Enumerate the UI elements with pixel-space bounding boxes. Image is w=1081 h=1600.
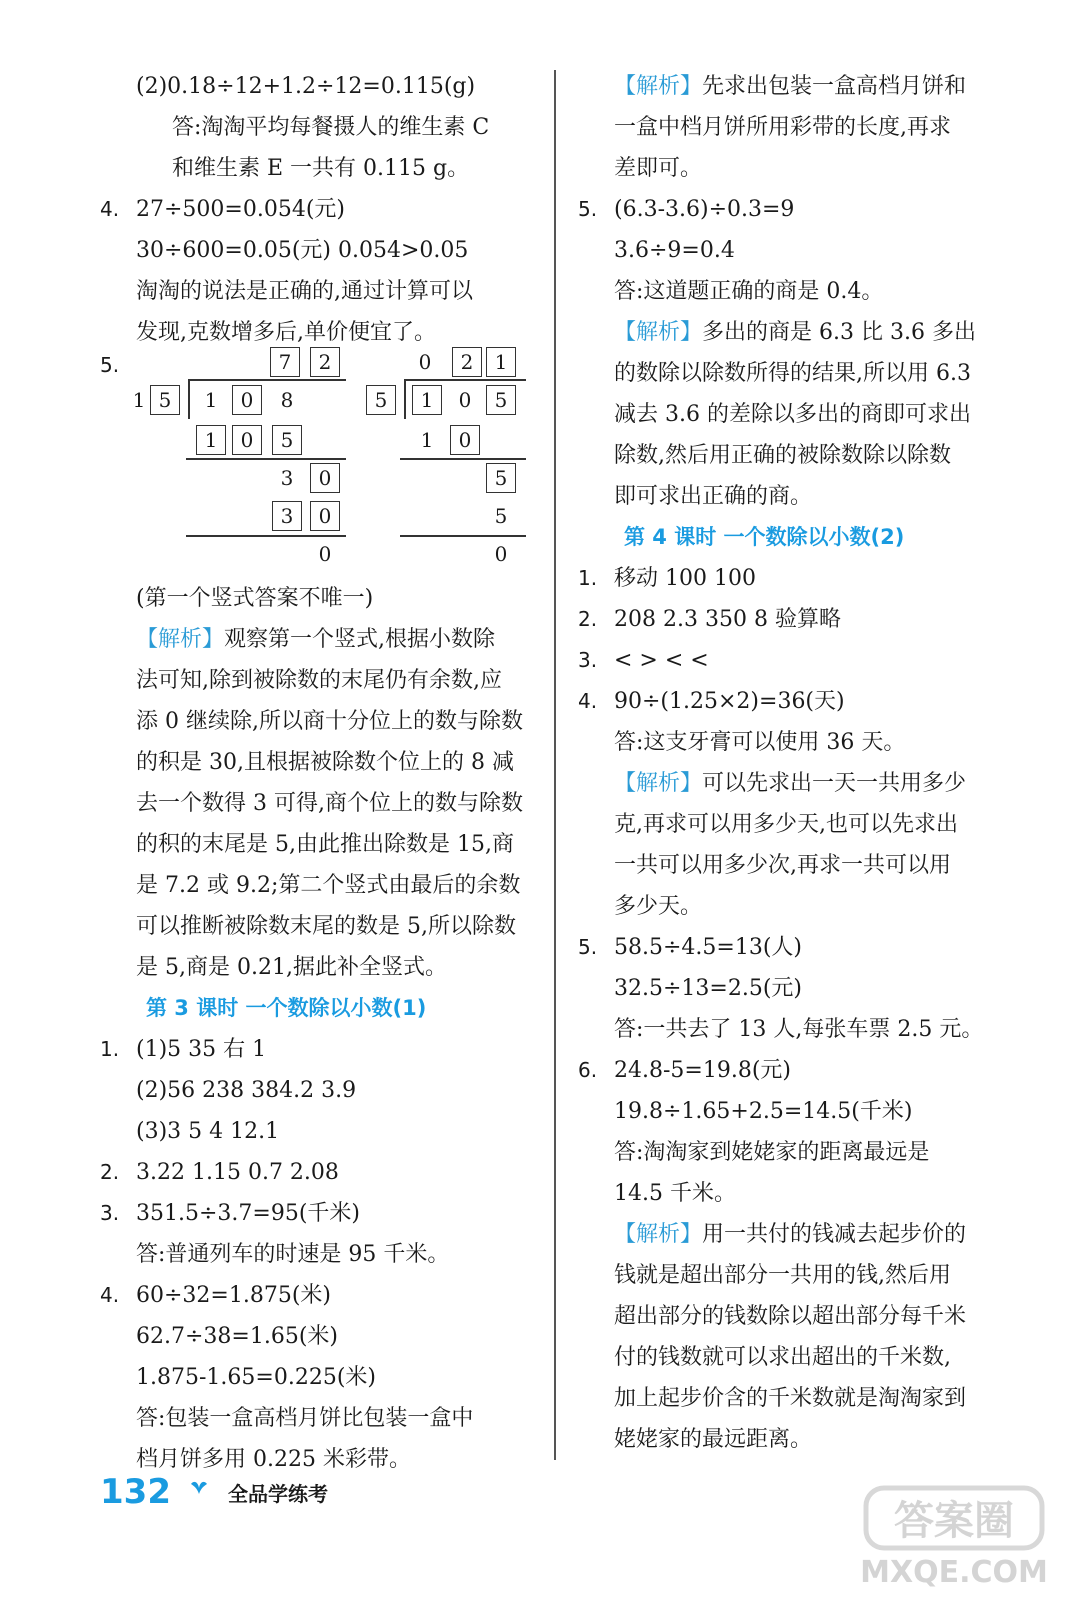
answer-text: 档月饼多用 0.225 米彩带。 <box>136 1447 411 1472</box>
explanation-text: 超出部分的钱数除以超出部分每千米 <box>614 1304 967 1329</box>
answer-line <box>578 230 1038 271</box>
answer-text: 移动 100 100 <box>614 566 756 591</box>
question-number: 2. <box>100 1160 120 1184</box>
dividend-digit: 0 <box>458 388 472 412</box>
answer-box: 2 <box>310 347 340 377</box>
remainder-digit: 0 <box>318 542 332 566</box>
answer-box: 3 <box>272 501 302 531</box>
answer-line <box>578 1091 1038 1132</box>
answer-text: 和维生素 E 一共有 0.115 g。 <box>172 156 470 181</box>
dividend-digit: 1 <box>204 388 218 412</box>
answer-line <box>100 1111 540 1152</box>
question-number: 4. <box>100 1283 120 1307</box>
explanation-text: 克,再求可以用多少天,也可以先求出 <box>614 812 958 837</box>
question-2 <box>578 599 1038 640</box>
question-3 <box>100 1193 540 1234</box>
explanation-text: 是 7.2 或 9.2;第二个竖式由最后的余数 <box>136 873 521 898</box>
product-digit: 5 <box>494 504 508 528</box>
answer-text: 答:普通列车的时速是 95 千米。 <box>136 1242 450 1267</box>
product-digit: 1 <box>420 428 434 452</box>
explanation-text: 的数除以除数所得的结果,所以用 6.3 <box>614 361 971 386</box>
explanation-line <box>578 148 1038 189</box>
question-number: 5. <box>578 197 598 221</box>
subtraction-line <box>186 458 346 460</box>
answer-line <box>100 148 540 189</box>
explanation-line <box>100 824 540 865</box>
answer-box: 5 <box>272 425 302 455</box>
explanation-text: 是 5,商是 0.21,据此补全竖式。 <box>136 955 447 980</box>
answer-line <box>578 968 1038 1009</box>
explanation-line <box>100 742 540 783</box>
note-text: (第一个竖式答案不唯一) <box>136 586 374 611</box>
section-heading <box>100 988 540 1029</box>
answer-line <box>578 1009 1038 1050</box>
answer-text: 351.5÷3.7=95(千米) <box>136 1201 360 1226</box>
explanation-tag: 【解析】 <box>614 771 703 796</box>
explanation-line <box>578 1419 1038 1460</box>
question-4 <box>100 1275 540 1316</box>
answer-text: 3.22 1.15 0.7 2.08 <box>136 1160 339 1185</box>
explanation-text: 一共可以用多少次,再求一共可以用 <box>614 853 951 878</box>
explanation-text: 差即可。 <box>614 156 703 181</box>
answer-line <box>578 1173 1038 1214</box>
answer-text: (2)0.18÷12+1.2÷12=0.115(g) <box>136 74 476 99</box>
question-number: 3. <box>578 648 598 672</box>
answer-box: 5 <box>486 463 516 493</box>
answer-text: (3)3 5 4 12.1 <box>136 1119 280 1144</box>
explanation-text: 法可知,除到被除数的末尾仍有余数,应 <box>136 668 502 693</box>
remainder-digit: 0 <box>494 542 508 566</box>
question-number: 5. <box>100 353 120 377</box>
answer-box: 5 <box>366 385 396 415</box>
answer-text: 答:一共去了 13 人,每张车票 2.5 元。 <box>614 1017 984 1042</box>
explanation-line <box>578 1296 1038 1337</box>
answer-text: 14.5 千米。 <box>614 1181 736 1206</box>
divisor-digit: 1 <box>132 388 146 412</box>
explanation-text: 去一个数得 3 可得,商个位上的数与除数 <box>136 791 523 816</box>
explanation-text: 添 0 继续除,所以商十分位上的数与除数 <box>136 709 523 734</box>
explanation-line <box>578 763 1038 804</box>
subtraction-line <box>186 535 346 537</box>
explanation-text: 可以先求出一天一共用多少 <box>702 771 967 796</box>
answer-text: 30÷600=0.05(元) 0.054>0.05 <box>136 238 469 263</box>
answer-text: < > < < <box>614 648 709 673</box>
answer-box: 0 <box>310 463 340 493</box>
answer-line <box>100 66 540 107</box>
answer-box: 5 <box>486 385 516 415</box>
svg-text:答案圈: 答案圈 <box>894 1498 1014 1544</box>
explanation-text: 减去 3.6 的差除以多出的商即可求出 <box>614 402 971 427</box>
question-number: 1. <box>100 1037 120 1061</box>
answer-line <box>578 722 1038 763</box>
answer-text: 1.875-1.65=0.225(米) <box>136 1365 376 1390</box>
answer-box: 0 <box>310 501 340 531</box>
division-bracket <box>404 379 406 419</box>
answer-text: 3.6÷9=0.4 <box>614 238 735 263</box>
answer-line <box>100 230 540 271</box>
remainder-digit: 3 <box>280 466 294 490</box>
answer-text: (6.3-3.6)÷0.3=9 <box>614 197 795 222</box>
answer-line <box>100 271 540 312</box>
explanation-text: 一盒中档月饼所用彩带的长度,再求 <box>614 115 951 140</box>
answer-text: 27÷500=0.054(元) <box>136 197 346 222</box>
question-number: 2. <box>578 607 598 631</box>
answer-box: 5 <box>150 385 180 415</box>
explanation-line <box>578 394 1038 435</box>
explanation-text: 的积是 30,且根据被除数个位上的 8 减 <box>136 750 514 775</box>
answer-box: 0 <box>232 385 262 415</box>
question-number: 1. <box>578 566 598 590</box>
answer-text: 19.8÷1.65+2.5=14.5(千米) <box>614 1099 913 1124</box>
explanation-line <box>578 353 1038 394</box>
explanation-text: 即可求出正确的商。 <box>614 484 813 509</box>
explanation-line <box>578 1378 1038 1419</box>
section-heading <box>578 517 1038 558</box>
answer-box: 1 <box>412 385 442 415</box>
explanation-tag: 【解析】 <box>614 320 703 345</box>
explanation-text: 观察第一个竖式,根据小数除 <box>224 627 496 652</box>
explanation-line <box>578 107 1038 148</box>
explanation-line <box>578 66 1038 107</box>
question-number: 3. <box>100 1201 120 1225</box>
explanation-text: 除数,然后用正确的被除数除以除数 <box>614 443 951 468</box>
question-2 <box>100 1152 540 1193</box>
explanation-text: 可以推断被除数末尾的数是 5,所以除数 <box>136 914 516 939</box>
explanation-line <box>578 435 1038 476</box>
watermark-logo <box>860 1482 1050 1592</box>
explanation-line <box>578 1214 1038 1255</box>
question-3 <box>578 640 1038 681</box>
answer-line <box>100 1316 540 1357</box>
long-division-area <box>100 350 540 578</box>
question-4 <box>578 681 1038 722</box>
section-title: 第 3 课时 一个数除以小数(1) <box>146 996 427 1020</box>
explanation-line <box>100 783 540 824</box>
answer-box: 0 <box>450 425 480 455</box>
explanation-line <box>100 619 540 660</box>
page-number: 132 <box>100 1472 171 1512</box>
question-number: 4. <box>578 689 598 713</box>
answer-text: (1)5 35 右 1 <box>136 1037 267 1062</box>
answer-text: 答:淘淘家到姥姥家的距离最远是 <box>614 1140 930 1165</box>
answer-line <box>578 271 1038 312</box>
quotient-digit: 0 <box>418 350 432 374</box>
answer-line <box>100 1398 540 1439</box>
svg-text:MXQE.COM: MXQE.COM <box>860 1555 1048 1590</box>
explanation-tag: 【解析】 <box>614 74 703 99</box>
leaf-icon <box>188 1478 210 1500</box>
explanation-line <box>578 1255 1038 1296</box>
explanation-line <box>578 312 1038 353</box>
explanation-text: 的积的末尾是 5,由此推出除数是 15,商 <box>136 832 514 857</box>
answer-line <box>100 1357 540 1398</box>
answer-text: 60÷32=1.875(米) <box>136 1283 332 1308</box>
answer-line <box>100 1234 540 1275</box>
division-bar <box>404 379 526 381</box>
section-title: 第 4 课时 一个数除以小数(2) <box>624 525 905 549</box>
question-5 <box>578 189 1038 230</box>
explanation-tag: 【解析】 <box>614 1222 703 1247</box>
division-bracket <box>188 379 190 419</box>
answer-text: 62.7÷38=1.65(米) <box>136 1324 338 1349</box>
question-1 <box>578 558 1038 599</box>
answer-text: 发现,克数增多后,单价便宜了。 <box>136 320 436 345</box>
answer-box: 2 <box>452 347 482 377</box>
question-5 <box>578 927 1038 968</box>
question-1 <box>100 1029 540 1070</box>
answer-box: 0 <box>232 425 262 455</box>
answer-text: 答:这支牙膏可以使用 36 天。 <box>614 730 906 755</box>
column-divider <box>554 70 556 1460</box>
answer-text: 208 2.3 350 8 验算略 <box>614 607 841 632</box>
subtraction-line <box>400 535 526 537</box>
answer-text: 答:淘淘平均每餐摄人的维生素 C <box>172 115 490 140</box>
question-number: 5. <box>578 935 598 959</box>
question-4 <box>100 189 540 230</box>
subtraction-line <box>400 458 526 460</box>
answer-text: 答:这道题正确的商是 0.4。 <box>614 279 884 304</box>
explanation-line <box>578 845 1038 886</box>
explanation-line <box>100 701 540 742</box>
explanation-text: 多出的商是 6.3 比 3.6 多出 <box>702 320 976 345</box>
explanation-text: 先求出包装一盒高档月饼和 <box>702 74 967 99</box>
explanation-line <box>578 886 1038 927</box>
answer-line <box>100 1070 540 1111</box>
explanation-line <box>100 660 540 701</box>
explanation-line <box>100 947 540 988</box>
answer-text: 58.5÷4.5=13(人) <box>614 935 802 960</box>
explanation-text: 多少天。 <box>614 894 703 919</box>
explanation-line <box>578 1337 1038 1378</box>
explanation-line <box>578 804 1038 845</box>
explanation-text: 付的钱数就可以求出超出的千米数, <box>614 1345 951 1370</box>
answer-line <box>100 107 540 148</box>
answer-box: 7 <box>270 347 300 377</box>
answer-text: 90÷(1.25×2)=36(天) <box>614 689 845 714</box>
explanation-tag: 【解析】 <box>136 627 225 652</box>
explanation-text: 钱就是超出部分一共用的钱,然后用 <box>614 1263 951 1288</box>
explanation-line <box>578 476 1038 517</box>
answer-text: 24.8-5=19.8(元) <box>614 1058 791 1083</box>
explanation-text: 加上起步价含的千米数就是淘淘家到 <box>614 1386 967 1411</box>
answer-text: 淘淘的说法是正确的,通过计算可以 <box>136 279 473 304</box>
answer-text: 32.5÷13=2.5(元) <box>614 976 802 1001</box>
answer-box: 1 <box>486 347 516 377</box>
right-column <box>578 66 1038 1460</box>
explanation-text: 姥姥家的最远距离。 <box>614 1427 813 1452</box>
explanation-text: 用一共付的钱减去起步价的 <box>702 1222 967 1247</box>
question-number: 6. <box>578 1058 598 1082</box>
brand-name: 全品学练考 <box>228 1482 328 1506</box>
question-number: 4. <box>100 197 120 221</box>
division-bar <box>188 379 346 381</box>
answer-line <box>578 1132 1038 1173</box>
dividend-digit: 8 <box>280 388 294 412</box>
answer-box: 1 <box>196 425 226 455</box>
answer-text: (2)56 238 384.2 3.9 <box>136 1078 357 1103</box>
question-6 <box>578 1050 1038 1091</box>
answer-text: 答:包装一盒高档月饼比包装一盒中 <box>136 1406 474 1431</box>
left-column <box>100 66 540 1480</box>
explanation-line <box>100 906 540 947</box>
answer-line <box>100 578 540 619</box>
explanation-line <box>100 865 540 906</box>
